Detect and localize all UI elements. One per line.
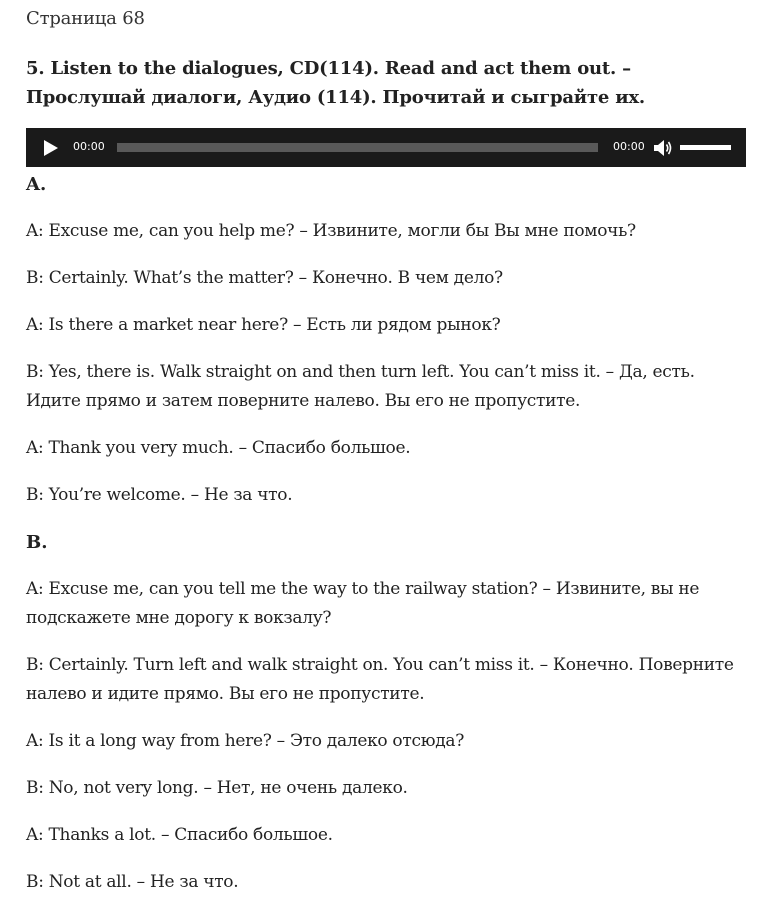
dialogue-line: A: Excuse me, can you tell me the way to the railway station? – Извините, вы не подскажете мне дорогу к вокзалу? — [26, 579, 700, 628]
dialogue-line: B: No, not very long. – Нет, не очень далеко. — [26, 778, 408, 798]
dialogue-line: A: Thanks a lot. – Спасибо большое. — [26, 825, 333, 845]
dialogue-a-label: A. — [26, 174, 47, 195]
dialogue-line: A: Excuse me, can you help me? – Извините, могли бы Вы мне помочь? — [26, 221, 636, 241]
dialogue-line: B: Yes, there is. Walk straight on and then turn left. You can’t miss it. – Да, есть. Идите прямо и затем поверните налево. Вы его не пропустите. — [26, 362, 695, 411]
exercise-heading: 5. Listen to the dialogues, CD(114). Read and act them out. – Прослушай диалоги, Аудио (114). Прочитай и сыграйте их. — [26, 58, 645, 108]
speaker-icon[interactable] — [653, 138, 675, 158]
audio-player — [26, 128, 746, 167]
dialogue-b-label: B. — [26, 532, 48, 553]
dialogue-line: A: Thank you very much. – Спасибо большое. — [26, 438, 411, 458]
page-label: Страница 68 — [26, 8, 145, 29]
volume-fill — [680, 145, 731, 150]
progress-bar[interactable] — [117, 143, 598, 152]
dialogue-line: B: Not at all. – Не за что. — [26, 872, 239, 892]
duration-time: 00:00 — [613, 140, 645, 153]
current-time: 00:00 — [73, 140, 105, 153]
volume-slider[interactable] — [680, 145, 731, 150]
play-icon[interactable] — [44, 140, 58, 156]
dialogue-line: B: Certainly. What’s the matter? – Конечно. В чем дело? — [26, 268, 503, 288]
dialogue-line: A: Is there a market near here? – Есть ли рядом рынок? — [26, 315, 501, 335]
dialogue-line: A: Is it a long way from here? – Это далеко отсюда? — [26, 731, 465, 751]
dialogue-line: B: Certainly. Turn left and walk straight on. You can’t miss it. – Конечно. Поверните налево и идите прямо. Вы его не пропустите. — [26, 655, 734, 704]
dialogues-content — [26, 170, 746, 897]
dialogue-line: B: You’re welcome. – Не за что. — [26, 485, 293, 505]
